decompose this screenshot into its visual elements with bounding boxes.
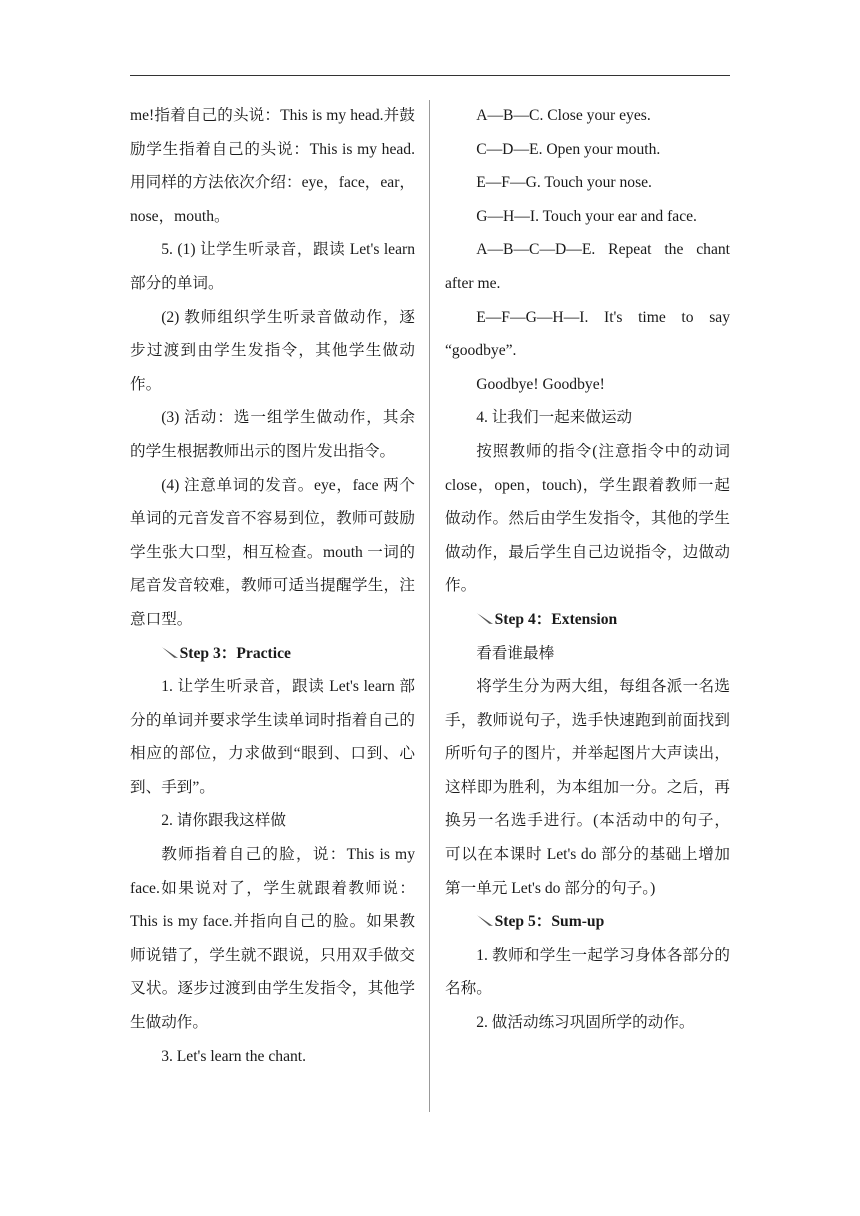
step-heading-text: Step 4：Extension — [494, 610, 618, 628]
quill-icon — [475, 611, 494, 625]
paragraph: me!指着自己的头说：This is my head.并鼓励学生指着自己的头说：This is my head.用同样的方法依次介绍：eye，face，ear，nose，mouth。 — [130, 107, 415, 225]
paragraph: (3) 活动：选一组学生做动作，其余的学生根据教师出示的图片发出指令。 — [130, 409, 415, 460]
chant-line: Goodbye! Goodbye! — [476, 375, 605, 393]
paragraph: 教师指着自己的脸，说：This is my face.如果说对了，学生就跟着教师说：This is my face.并指向自己的脸。如果教师说错了，学生就不跟说，只用双手做交叉状。逐步过渡到由学生发指令，其他学生做动作。 — [130, 846, 415, 1032]
paragraph: 2. 请你跟我这样做 — [161, 812, 286, 830]
column-divider — [429, 100, 430, 1112]
chant-line: G—H—I. Touch your ear and face. — [476, 207, 697, 225]
paragraph: 3. Let's learn the chant. — [161, 1047, 307, 1065]
header-rule — [130, 75, 730, 76]
quill-icon — [160, 645, 179, 659]
paragraph: 看看谁最棒 — [476, 644, 555, 662]
paragraph: 按照教师的指令(注意指令中的动词 close，open，touch)，学生跟着教师一起做动作。然后由学生发指令，其他的学生做动作，最后学生自己边说指令，边做动作。 — [445, 442, 730, 595]
paragraph: 1. 教师和学生一起学习身体各部分的名称。 — [445, 946, 730, 998]
paragraph: (2) 教师组织学生听录音做动作，逐步过渡到由学生发指令，其他学生做动作。 — [130, 308, 415, 393]
paragraph: 4. 让我们一起来做运动 — [476, 409, 633, 427]
chant-line: E—F—G. Touch your nose. — [476, 174, 652, 192]
step-heading-text: Step 5：Sum-up — [494, 913, 605, 931]
step-heading — [130, 637, 415, 671]
chant-line: C—D—E. Open your mouth. — [476, 140, 661, 158]
paragraph: (4) 注意单词的发音。eye，face 两个单词的元音发音不容易到位，教师可鼓励学生张大口型，相互检查。mouth 一词的尾音发音较难，教师可适当提醒学生，注意口型。 — [130, 476, 415, 628]
chant-line: A—B—C—D—E. Repeat the chant after me. — [445, 241, 730, 292]
paragraph: 将学生分为两大组，每组各派一名选手，教师说句子，选手快速跑到前面找到所听句子的图片，并举起图片大声读出，这样即为胜利，为本组加一分。之后，再换另一名选手进行。(本活动中的句子，可以在本课时 Let's do 部分的基础上增加第一单元 Let's do 部分的句子。) — [445, 678, 730, 897]
paragraph: 5. (1) 让学生听录音，跟读 Let's learn 部分的单词。 — [130, 241, 415, 292]
quill-icon — [475, 913, 494, 927]
paragraph: 2. 做活动练习巩固所学的动作。 — [476, 1014, 695, 1032]
step-heading — [445, 603, 730, 637]
step-heading — [445, 905, 730, 939]
paragraph: 1. 让学生听录音，跟读 Let's learn 部分的单词并要求学生读单词时指着自己的相应的部位，力求做到“眼到、口到、心到、手到”。 — [130, 678, 415, 796]
chant-line: E—F—G—H—I. It's time to say “goodbye”. — [445, 308, 730, 360]
chant-line: A—B—C. Close your eyes. — [476, 107, 651, 124]
right-column — [445, 99, 730, 1040]
step-heading-text: Step 3：Practice — [179, 644, 291, 662]
left-column — [130, 99, 415, 1073]
